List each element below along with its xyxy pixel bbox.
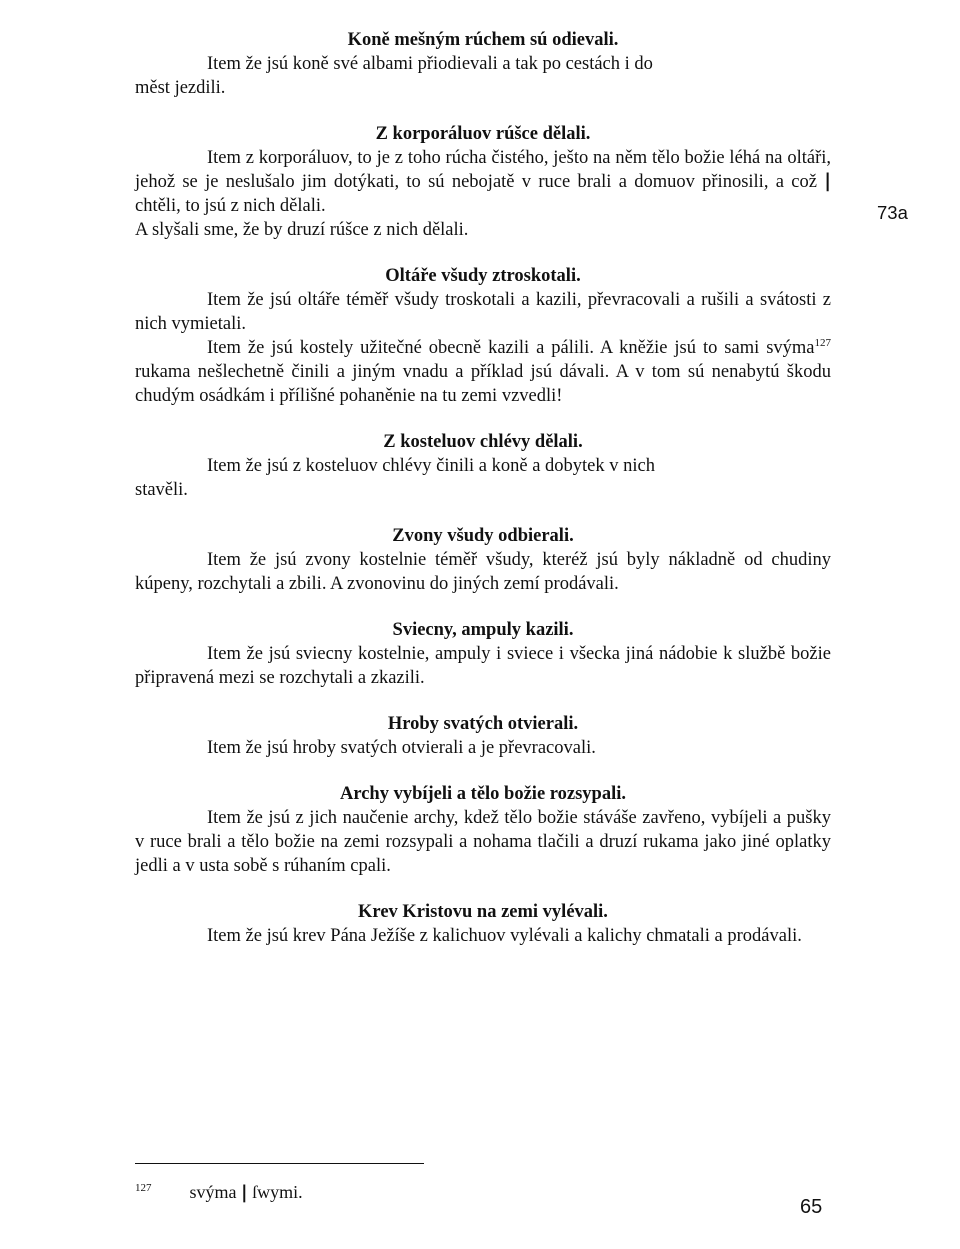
section bbox=[135, 782, 831, 878]
paragraph-last-line: stavěli. bbox=[135, 480, 188, 500]
section-heading: Zvony všudy odbierali. bbox=[392, 526, 574, 546]
main-text bbox=[135, 28, 831, 948]
folio-break-mark: | bbox=[824, 171, 832, 192]
footnote-reference: 127 bbox=[814, 336, 831, 349]
section bbox=[135, 524, 831, 596]
paragraph-last-line: měst jezdili. bbox=[135, 78, 226, 98]
section-heading: Hroby svatých otvierali. bbox=[387, 714, 579, 734]
section-heading: Koně mešným rúchem sú odievali. bbox=[347, 30, 619, 50]
section-heading: Krev Kristovu na zemi vylévali. bbox=[358, 902, 608, 922]
margin-folio-note: 73a bbox=[877, 202, 908, 223]
paragraph: Item že jsú koně své albami přiodievali a tak po cestách i do měst jezdili. bbox=[135, 52, 831, 100]
footnote-number: 127 bbox=[135, 1182, 152, 1194]
page-number: 65 bbox=[800, 1196, 823, 1218]
paragraph-last-line: A slyšali sme, že by druzí rúšce z nich dělali. bbox=[135, 220, 469, 240]
section bbox=[135, 618, 831, 690]
section bbox=[135, 28, 831, 100]
section-heading: Z korporáluov rúšce dělali. bbox=[375, 124, 591, 144]
section bbox=[135, 264, 831, 408]
paragraph: Item že jsú krev Pána Ježíše z kalichuov vylévali a kalichy chmatali a prodávali. bbox=[207, 926, 802, 946]
section bbox=[135, 122, 831, 242]
paragraph: Item že jsú sviecny kostelnie, ampuly i sviece i všecka jiná nádobie k službě božie připravená mezi se rozchytali a zkazili. bbox=[135, 644, 831, 688]
section-heading: Sviecny, ampuly kazili. bbox=[392, 620, 574, 640]
paragraph: Item že jsú oltáře téměř všudy troskotali a kazili, převracovali a rušili a svátosti z nich vymietali. bbox=[135, 290, 831, 334]
section bbox=[135, 900, 831, 948]
section-heading: Z kosteluov chlévy dělali. bbox=[383, 432, 583, 452]
paragraph: Item že jsú zvony kostelnie téměř všudy, kteréž jsú byly nákladně od chudiny kúpeny, rozchytali a zbili. A zvonovinu do jiných zemí prodávali. bbox=[135, 550, 831, 594]
section bbox=[135, 430, 831, 502]
paragraph: Item z korporáluov, to je z toho rúcha čistého, ješto na něm tělo božie léhá na oltáři, jehož se je neslušalo jim dotýkati, to sú nebojatě v ruce brali a domuov přinosili, a což | chtěli, to jsú z nich dělali. A slyšali sme, že by druzí rúšce z nich dělali. bbox=[135, 148, 832, 240]
paragraph: Item že jsú z kosteluov chlévy činili a koně a dobytek v nich stavěli. bbox=[135, 454, 831, 502]
section-heading: Oltáře všudy ztroskotali. bbox=[385, 266, 581, 286]
footnote-divider bbox=[135, 1163, 424, 1164]
section bbox=[135, 712, 831, 760]
section-heading: Archy vybíjeli a tělo božie rozsypali. bbox=[339, 784, 627, 804]
paragraph: Item že jsú hroby svatých otvierali a je převracovali. bbox=[207, 738, 596, 758]
footnote-separator: | bbox=[241, 1182, 248, 1203]
footnote: $^{127}$ svýma | ſwymi. bbox=[135, 1182, 303, 1203]
paragraph: Item že jsú z jich naučenie archy, kdež tělo božie stáváše zavřeno, vybíjeli a pušky v ruce brali a tělo božie na zemi rozsypali a nohama tlačili a druzí rukama jako jiné oplatky jedli a v usta sobě s rúhaním cpali. bbox=[135, 808, 831, 876]
paragraph: Item že jsú kostely užitečné obecně kazili a pálili. A kněžie jsú to sami svýma$^{127}$ rukama nešlechetně činili a jiným vnadu a příklad jsú dávali. A v tom sú nenabytú škodu chudým osádkám i přílišné pohaněnie na tu zemi vzvedli! bbox=[135, 336, 831, 406]
